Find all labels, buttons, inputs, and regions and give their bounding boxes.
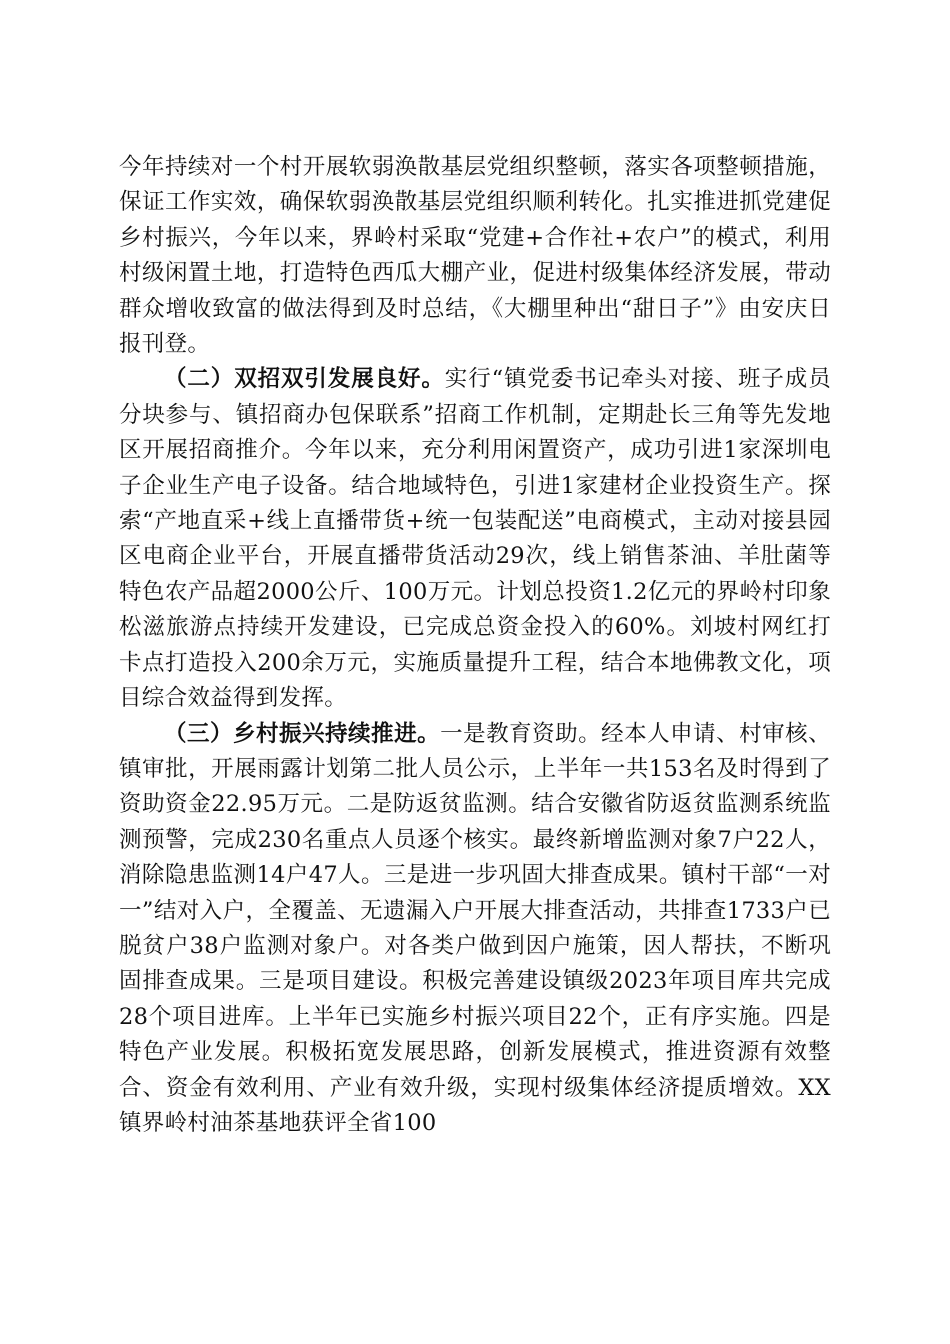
paragraph-text: 一是教育资助。经本人申请、村审核、镇审批，开展雨露计划第二批人员公示，上半年一共153名及时得到了资助资金22.95万元。二是防返贫监测。结合安徽省防返贫监测系统监测预警，完成230名重点人员逐个核实。最终新增监测对象7户22人，消除隐患监测14户47人。三是进一步巩固大排查成果。镇村干部“一对一”结对入户，全覆盖、无遗漏入户开展大排查活动，共排查1733户已脱贫户38户监测对象户。对各类户做到因户施策，因人帮扶，不断巩固排查成果。三是项目建设。积极完善建设镇级2023年项目库共完成28个项目进库。上半年已实施乡村振兴项目22个，正有序实施。四是特色产业发展。积极拓宽发展思路，创新发展模式，推进资源有效整合、资金有效利用、产业有效升级，实现村级集体经济提质增效。XX镇界岭村油茶基地获评全省100: [119, 720, 831, 1136]
document-page: [119, 150, 831, 1141]
section-heading-rural-revitalization: （三）乡村振兴持续推进。: [164, 720, 441, 747]
section-heading-investment: （二）双招双引发展良好。: [164, 366, 445, 393]
paragraph-investment: [119, 362, 831, 716]
paragraph-party-building: [119, 150, 831, 362]
paragraph-text: 今年持续对一个村开展软弱涣散基层党组织整顿，落实各项整顿措施，保证工作实效，确保软弱涣散基层党组织顺利转化。扎实推进抓党建促乡村振兴，今年以来，界岭村采取“党建+合作社+农户”的模式，利用村级闲置土地，打造特色西瓜大棚产业，促进村级集体经济发展，带动群众增收致富的做法得到及时总结，《大棚里种出“甜日子”》由安庆日报刊登。: [119, 154, 831, 358]
paragraph-rural-revitalization: [119, 717, 831, 1142]
paragraph-text: 实行“镇党委书记牵头对接、班子成员分块参与、镇招商办包保联系”招商工作机制，定期赴长三角等先发地区开展招商推介。今年以来，充分利用闲置资产，成功引进1家深圳电子企业生产电子设备。结合地域特色，引进1家建材企业投资生产。探索“产地直采+线上直播带货+统一包装配送”电商模式，主动对接县园区电商企业平台，开展直播带货活动29次，线上销售茶油、羊肚菌等特色农产品超2000公斤、100万元。计划总投资1.2亿元的界岭村印象松滋旅游点持续开发建设，已完成总资金投入的60%。刘坡村网红打卡点打造投入200余万元，实施质量提升工程，结合本地佛教文化，项目综合效益得到发挥。: [119, 366, 831, 712]
